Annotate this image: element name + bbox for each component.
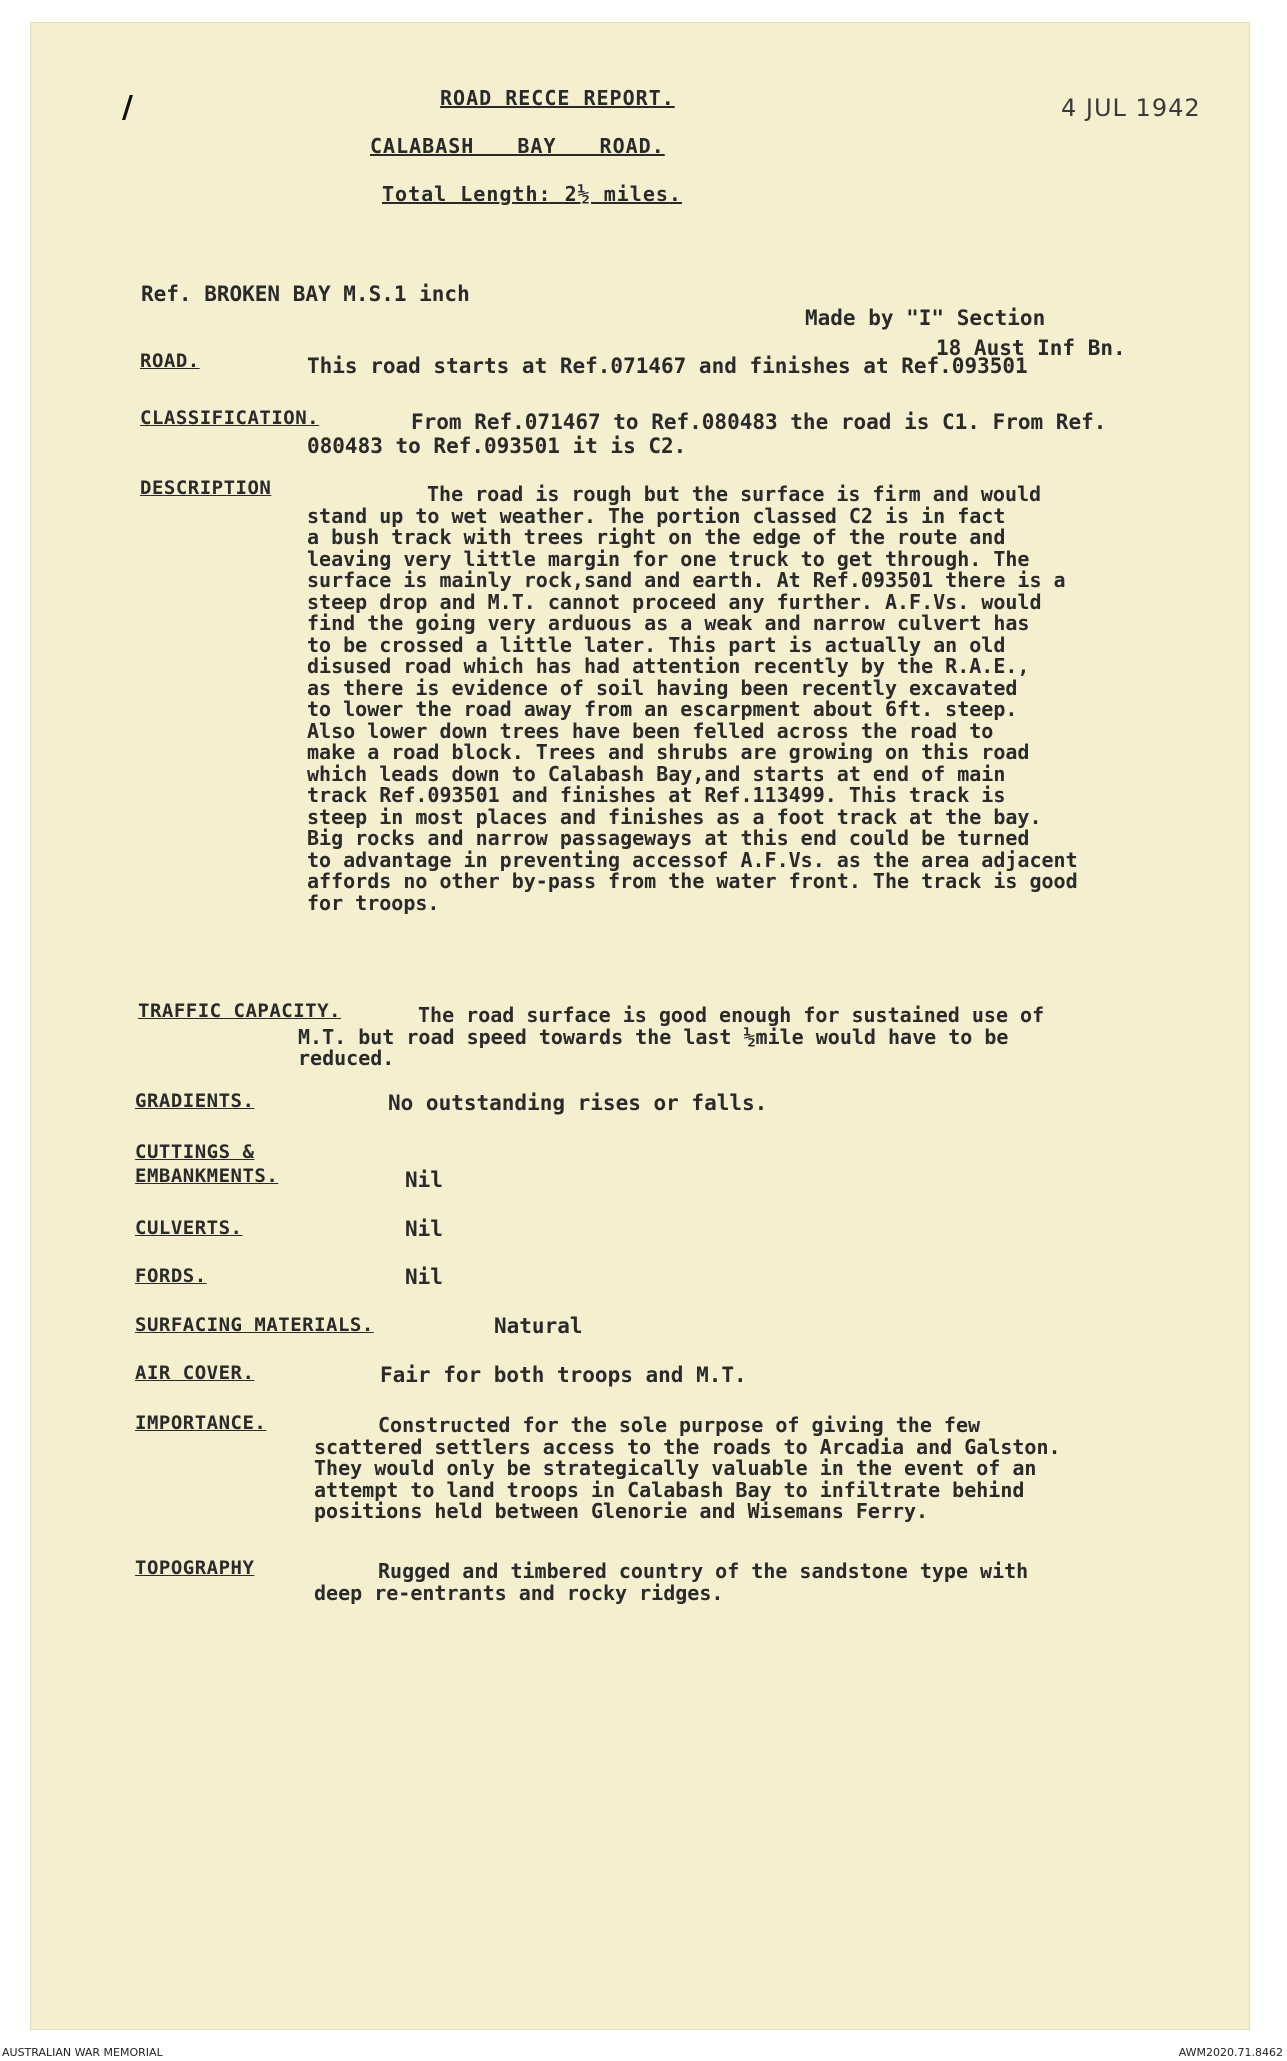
map-reference: Ref. BROKEN BAY M.S.1 inch	[141, 282, 470, 306]
air-cover-value: Fair for both troops and M.T.	[380, 1363, 747, 1387]
topography-body	[314, 1561, 1028, 1604]
heading-cuttings-line-1: CUTTINGS &	[135, 1141, 255, 1163]
importance-line: scattered settlers access to the roads to Arcadia and Galston.	[314, 1434, 1061, 1459]
total-length: Total Length: 2½ miles.	[382, 182, 682, 206]
description-line: steep drop and M.T. cannot proceed any further. A.F.Vs. would	[307, 589, 1042, 614]
heading-topography: TOPOGRAPHY	[135, 1557, 255, 1579]
description-line: for troops.	[307, 890, 440, 915]
description-line: steep in most places and finishes as a foot track at the bay.	[307, 804, 1042, 829]
description-line: make a road block. Trees and shrubs are growing on this road	[307, 740, 1030, 764]
made-by-line-1: Made by "I" Section	[805, 306, 1046, 330]
report-title: ROAD RECCE REPORT.	[440, 86, 675, 110]
importance-line: They would only be strategically valuable in the event of an	[314, 1456, 1037, 1480]
date-stamp: 4 JUL 1942	[1061, 94, 1201, 122]
footer-institution: AUSTRALIAN WAR MEMORIAL	[2, 2046, 163, 2059]
culverts-value: Nil	[405, 1217, 443, 1241]
heading-cuttings-embankments	[135, 1140, 278, 1188]
description-line: a bush track with trees right on the edge of the route and	[307, 525, 1006, 549]
description-line: as there is evidence of soil having been recently excavated	[307, 675, 1018, 700]
heading-importance: IMPORTANCE.	[135, 1412, 267, 1434]
importance-line: attempt to land troops in Calabash Bay to infiltrate behind	[314, 1477, 1025, 1502]
road-name: CALABASH BAY ROAD.	[370, 134, 665, 158]
topography-line: deep re-entrants and rocky ridges.	[314, 1580, 724, 1605]
description-body	[307, 484, 1078, 914]
heading-surfacing-materials: SURFACING MATERIALS.	[135, 1314, 374, 1336]
heading-road: ROAD.	[140, 350, 200, 372]
heading-gradients: GRADIENTS.	[135, 1090, 255, 1112]
gradients-text: No outstanding rises or falls.	[388, 1091, 768, 1115]
description-line: track Ref.093501 and finishes at Ref.113499. This track is	[307, 783, 1006, 807]
cuttings-value: Nil	[405, 1168, 443, 1192]
importance-line: positions held between Glenorie and Wisemans Ferry.	[314, 1499, 929, 1523]
description-line: find the going very arduous as a weak and narrow culvert has	[307, 611, 1030, 635]
description-line: stand up to wet weather. The portion classed C2 is in fact	[307, 503, 1006, 528]
fords-value: Nil	[405, 1265, 443, 1289]
description-line: to be crossed a little later. This part is actually an old	[307, 632, 1006, 657]
importance-line: Constructed for the sole purpose of giving the few	[378, 1413, 981, 1437]
traffic-line: reduced.	[298, 1046, 395, 1070]
road-text: This road starts at Ref.071467 and finishes at Ref.093501	[307, 354, 1028, 378]
topography-line: Rugged and timbered country of the sandstone type with	[378, 1559, 1029, 1583]
document-sheet	[30, 22, 1250, 2030]
heading-cuttings-line-2: EMBANKMENTS.	[135, 1165, 279, 1187]
description-line: surface is mainly rock,sand and earth. At Ref.093501 there is a	[307, 568, 1066, 592]
footer-item-id: AWM2020.71.8462	[1178, 2046, 1283, 2059]
description-line: to advantage in preventing accessof A.F.Vs. as the area adjacent	[307, 847, 1078, 872]
traffic-body	[298, 1005, 1044, 1070]
heading-fords: FORDS.	[135, 1265, 207, 1287]
description-line: disused road which has had attention recently by the R.A.E.,	[307, 654, 1030, 678]
traffic-line: The road surface is good enough for sustained use of	[418, 1003, 1045, 1027]
description-line: The road is rough but the surface is firm and would	[427, 482, 1042, 506]
classification-line-1: From Ref.071467 to Ref.080483 the road is C1. From Ref.	[411, 410, 1107, 434]
ink-tick-mark: /	[122, 90, 133, 125]
heading-air-cover: AIR COVER.	[135, 1362, 255, 1384]
heading-description: DESCRIPTION	[140, 477, 272, 499]
description-line: which leads down to Calabash Bay,and starts at end of main	[307, 761, 1006, 786]
traffic-line: M.T. but road speed towards the last ½mile would have to be	[298, 1024, 1009, 1049]
made-by-line-2: 18 Aust Inf Bn.	[936, 336, 1126, 360]
heading-culverts: CULVERTS.	[135, 1217, 243, 1239]
description-line: to lower the road away from an escarpment about 6ft. steep.	[307, 697, 1018, 721]
surfacing-value: Natural	[494, 1314, 583, 1338]
description-line: Big rocks and narrow passageways at this end could be turned	[307, 826, 1030, 850]
importance-body	[314, 1415, 1061, 1523]
description-line: Also lower down trees have been felled across the road to	[307, 718, 994, 743]
heading-classification: CLASSIFICATION.	[140, 407, 320, 429]
description-line: leaving very little margin for one truck to get through. The	[307, 546, 1030, 571]
classification-line-2: 080483 to Ref.093501 it is C2.	[307, 434, 687, 458]
heading-traffic-capacity: TRAFFIC CAPACITY.	[138, 1000, 341, 1022]
description-line: affords no other by-pass from the water front. The track is good	[307, 869, 1078, 893]
